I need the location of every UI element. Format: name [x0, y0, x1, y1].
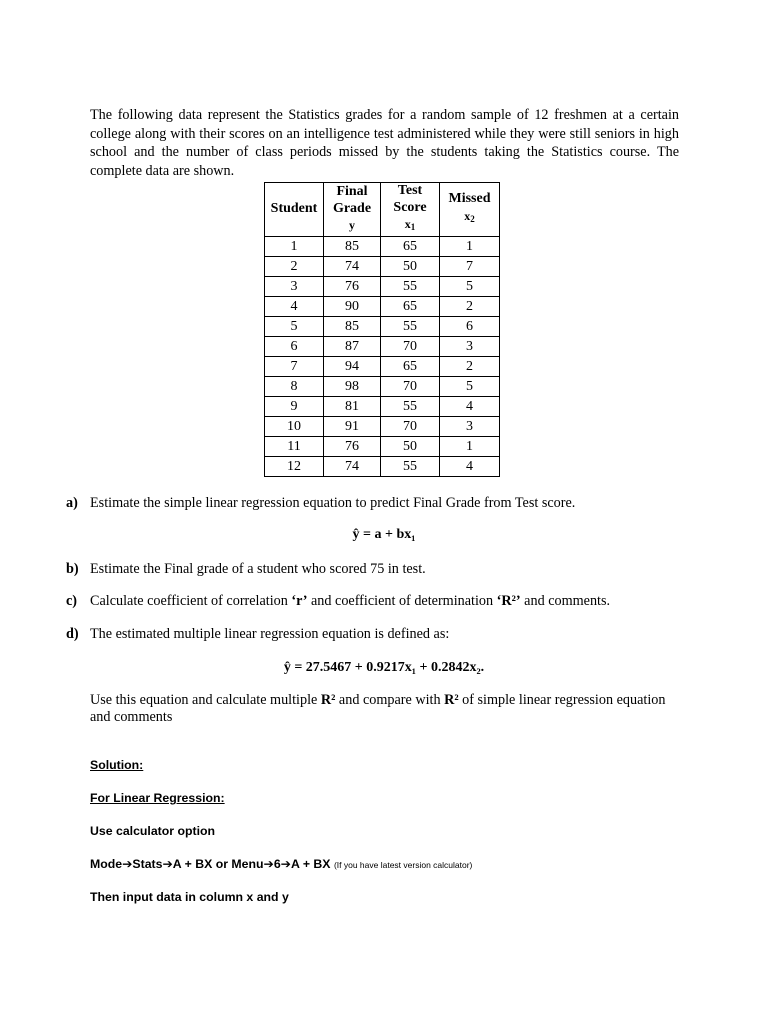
- table-row: [265, 436, 500, 456]
- table-cell: 11: [265, 436, 324, 456]
- table-cell: 3: [440, 336, 500, 356]
- table-header-row: [265, 183, 500, 237]
- input-data-instruction: Then input data in column x and y: [90, 890, 289, 904]
- table-cell: 12: [265, 456, 324, 476]
- table-cell: 7: [265, 356, 324, 376]
- question-b-label: b): [66, 561, 79, 577]
- table-cell: 8: [265, 376, 324, 396]
- multiple-regression-equation: ŷ = 27.5467 + 0.9217x₁ + 0.2842x₂.: [283, 660, 485, 675]
- r-symbol: ‘r’: [291, 593, 308, 609]
- table-row: [265, 276, 500, 296]
- table-cell: 2: [440, 356, 500, 376]
- table-row: [265, 416, 500, 436]
- table-cell: 87: [324, 336, 381, 356]
- table-cell: 55: [381, 276, 440, 296]
- solution-heading: Solution:: [90, 758, 144, 772]
- question-a-text: Estimate the simple linear regression equation to predict Final Grade from Test score.: [90, 495, 576, 511]
- table-cell: 3: [440, 416, 500, 436]
- compare-text: Use this equation and calculate multiple R² and compare with R² of simple linear regression equation and comments: [90, 692, 666, 725]
- grades-data-table: [264, 182, 500, 477]
- table-cell: 55: [381, 396, 440, 416]
- table-cell: 9: [265, 396, 324, 416]
- table-cell: 4: [440, 396, 500, 416]
- table-cell: 65: [381, 296, 440, 316]
- table-cell: 76: [324, 436, 381, 456]
- table-cell: 50: [381, 256, 440, 276]
- table-row: [265, 316, 500, 336]
- table-cell: 50: [381, 436, 440, 456]
- question-c-text: Calculate coefficient of correlation ‘r’ and coefficient of determination ‘R²’ and comments.: [90, 593, 611, 609]
- table-cell: 85: [324, 236, 381, 256]
- calculator-mode-steps: Mode➔Stats➔A + BX or Menu➔6➔A + BX (If you have latest version calculator): [90, 857, 473, 871]
- table-cell: 70: [381, 416, 440, 436]
- question-c-label: c): [66, 593, 78, 609]
- header-missed: Missed $x_2$: [440, 183, 500, 237]
- table-cell: 74: [324, 456, 381, 476]
- table-cell: 70: [381, 336, 440, 356]
- question-a-label: a): [66, 495, 78, 511]
- table-cell: 1: [440, 236, 500, 256]
- table-row: [265, 336, 500, 356]
- table-cell: 81: [324, 396, 381, 416]
- table-cell: 4: [265, 296, 324, 316]
- table-row: [265, 236, 500, 256]
- table-cell: 55: [381, 456, 440, 476]
- table-row: [265, 376, 500, 396]
- table-cell: 91: [324, 416, 381, 436]
- question-d-label: d): [66, 626, 79, 642]
- table-cell: 1: [440, 436, 500, 456]
- table-cell: 98: [324, 376, 381, 396]
- question-b-text: Estimate the Final grade of a student who scored 75 in test.: [90, 561, 426, 577]
- table-cell: 3: [265, 276, 324, 296]
- table-cell: 76: [324, 276, 381, 296]
- table-cell: 2: [265, 256, 324, 276]
- table-row: [265, 396, 500, 416]
- header-test-score: Test Score $x_1$: [381, 183, 440, 237]
- intro-paragraph: The following data represent the Statistics grades for a random sample of 12 freshmen at a certain college along with their scores on an intelligence test administered while they were still seniors in high school and the number of class periods missed by the students taking the Statistics course. The complete data are shown.: [90, 107, 679, 179]
- table-cell: 70: [381, 376, 440, 396]
- table-cell: 74: [324, 256, 381, 276]
- table-cell: 5: [440, 376, 500, 396]
- table-row: [265, 356, 500, 376]
- table-cell: 1: [265, 236, 324, 256]
- table-cell: 6: [265, 336, 324, 356]
- table-cell: 90: [324, 296, 381, 316]
- table-cell: 5: [440, 276, 500, 296]
- table-cell: 85: [324, 316, 381, 336]
- table-cell: 65: [381, 356, 440, 376]
- table-row: [265, 256, 500, 276]
- r-squared-symbol: ‘R²’: [496, 593, 521, 609]
- table-cell: 55: [381, 316, 440, 336]
- table-cell: 5: [265, 316, 324, 336]
- table-cell: 65: [381, 236, 440, 256]
- table-row: [265, 456, 500, 476]
- question-d-text: The estimated multiple linear regression equation is defined as:: [90, 626, 450, 642]
- table-cell: 4: [440, 456, 500, 476]
- header-final-grade: Final Grade y: [324, 183, 381, 237]
- table-body: [265, 236, 500, 476]
- table-cell: 94: [324, 356, 381, 376]
- header-student: Student: [265, 183, 324, 237]
- linear-regression-subheading: For Linear Regression:: [90, 791, 225, 805]
- simple-regression-equation: ŷ = a + bx₁: [352, 527, 416, 542]
- table-row: [265, 296, 500, 316]
- table-cell: 6: [440, 316, 500, 336]
- table-cell: 7: [440, 256, 500, 276]
- table-cell: 10: [265, 416, 324, 436]
- table-cell: 2: [440, 296, 500, 316]
- calculator-instruction: Use calculator option: [90, 824, 216, 838]
